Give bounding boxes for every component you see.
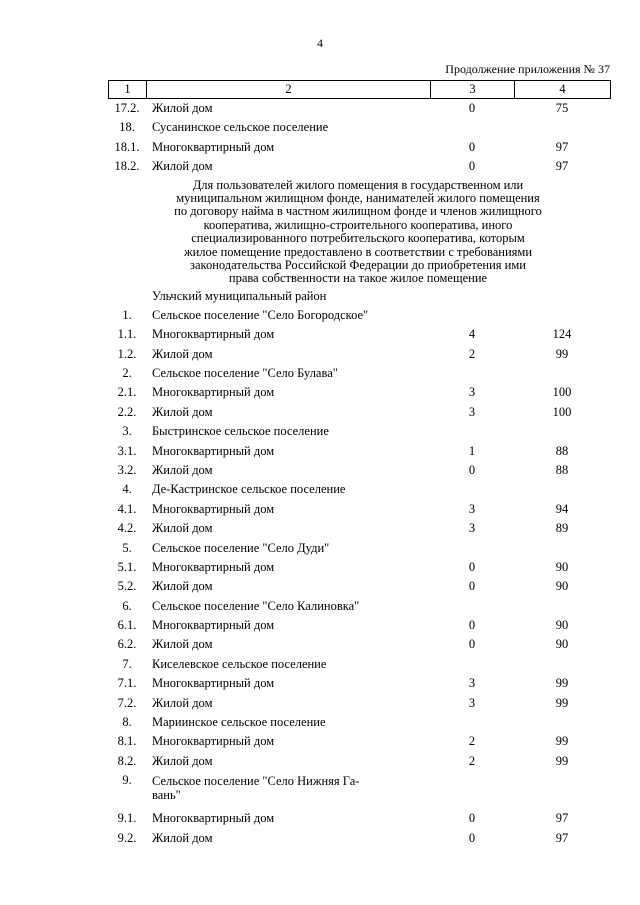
table-row (108, 558, 610, 577)
table-row (108, 519, 610, 538)
table-row (108, 809, 610, 828)
row-value-4: 124 (552, 327, 572, 342)
row-value-4: 94 (555, 501, 569, 516)
caption-line: права собственности на такое жилое помещение (228, 271, 488, 286)
table-row (108, 403, 610, 422)
table-row (108, 325, 610, 344)
row-number: 4.2. (117, 521, 137, 536)
section-caption (138, 179, 578, 286)
table-row (108, 99, 610, 118)
row-name: Жилой дом (152, 462, 213, 477)
row-value-3: 0 (468, 559, 476, 574)
row-name: Сельское поселение "Село Булава" (152, 365, 338, 380)
row-value-3: 3 (468, 695, 476, 710)
row-value-3: 0 (468, 637, 476, 652)
row-value-4: 97 (555, 139, 569, 154)
table-row (108, 442, 610, 461)
rows-top (108, 99, 610, 177)
row-name: Многоквартирный дом (152, 618, 275, 633)
table-row (108, 732, 610, 751)
row-name: Сельское поселение "Село Нижняя Га- вань" (152, 774, 360, 803)
row-name: Быстринское сельское поселение (152, 424, 329, 439)
row-name: Жилой дом (152, 830, 213, 845)
row-value-3: 0 (468, 830, 476, 845)
header-cell-1: 1 (109, 81, 147, 99)
caption-line: кооператива, жилищно-строительного кооператива, иного (203, 217, 513, 232)
row-value-3: 3 (468, 501, 476, 516)
table-row (108, 138, 610, 157)
row-value-4: 100 (552, 385, 572, 400)
row-number: 3.1. (117, 443, 137, 458)
row-name: Жилой дом (152, 346, 213, 361)
row-number: 8.2. (117, 753, 137, 768)
row-value-4: 99 (555, 753, 569, 768)
table-row (108, 771, 610, 809)
row-value-3: 3 (468, 676, 476, 691)
row-number: 2. (122, 365, 132, 380)
table-row (108, 616, 610, 635)
row-name: Мариинское сельское поселение (152, 715, 326, 730)
row-value-4: 99 (555, 734, 569, 749)
row-number: 7.2. (117, 695, 137, 710)
row-name: Многоквартирный дом (152, 676, 275, 691)
row-value-4: 75 (555, 101, 569, 115)
row-value-4: 90 (555, 579, 569, 594)
row-number: 7.1. (117, 676, 137, 691)
row-name: Жилой дом (152, 404, 213, 419)
table-row (108, 383, 610, 402)
row-name: Многоквартирный дом (152, 501, 275, 516)
caption-line: муниципальном жилищном фонде, нанимателей жилого помещения (176, 190, 540, 205)
row-value-3: 0 (468, 159, 476, 174)
row-value-3: 0 (468, 579, 476, 594)
table-row (108, 674, 610, 693)
row-number: 9.1. (117, 811, 137, 826)
table-row (108, 752, 610, 771)
row-value-4: 88 (555, 462, 569, 477)
row-value-3: 0 (468, 811, 476, 826)
caption-line: Для пользователей жилого помещения в государственном или (192, 177, 524, 192)
table-row (108, 480, 610, 499)
row-value-4: 90 (555, 618, 569, 633)
row-value-3: 0 (468, 101, 476, 115)
table-row (108, 829, 610, 848)
row-name: Жилой дом (152, 637, 213, 652)
row-value-3: 2 (468, 753, 476, 768)
row-name: Сельское поселение "Село Калиновка" (152, 598, 360, 613)
table-row (108, 713, 610, 732)
caption-line: специализированного потребительского кооператива, которым (191, 231, 525, 246)
row-value-3: 0 (468, 462, 476, 477)
row-number: 1.1. (117, 327, 137, 342)
table-row (108, 461, 610, 480)
row-number: 7. (122, 656, 132, 671)
row-name: Жилой дом (152, 695, 213, 710)
header-cell-3: 3 (431, 81, 515, 99)
row-number: 3. (122, 424, 132, 439)
row-number: 4.1. (117, 501, 137, 516)
table-row (108, 500, 610, 519)
continuation-label: Продолжение приложения № 37 (445, 62, 610, 76)
row-name: Многоквартирный дом (152, 811, 275, 826)
row-number: 9. (122, 773, 132, 788)
row-name: Многоквартирный дом (152, 734, 275, 749)
row-number: 2.2. (117, 404, 137, 419)
row-value-3: 3 (468, 521, 476, 536)
row-number: 5. (122, 540, 132, 555)
table-row (108, 364, 610, 383)
header-cell-4: 4 (515, 81, 611, 99)
row-name: Жилой дом (152, 579, 213, 594)
row-number: 8. (122, 715, 132, 730)
row-number: 4. (122, 482, 132, 497)
row-number: 9.2. (117, 830, 137, 845)
row-value-3: 1 (468, 443, 476, 458)
row-name: Многоквартирный дом (152, 443, 275, 458)
table-row (108, 422, 610, 441)
row-name: Многоквартирный дом (152, 327, 275, 342)
row-value-4: 90 (555, 637, 569, 652)
row-number: 1. (122, 307, 132, 322)
row-value-4: 99 (555, 346, 569, 361)
table-row (108, 597, 610, 616)
row-number: 18.2. (114, 159, 140, 174)
table-row (108, 306, 610, 325)
table-row (108, 118, 610, 137)
row-value-4: 99 (555, 695, 569, 710)
table-header (108, 80, 611, 99)
row-value-4: 97 (555, 830, 569, 845)
row-name: Жилой дом (152, 159, 213, 174)
caption-line: законодательства Российской Федерации до приобретения ими (190, 258, 526, 272)
caption-line: жилое помещение предоставлено в соответствии с требованиями (183, 244, 533, 259)
row-name: Киселевское сельское поселение (152, 656, 327, 671)
row-name: Многоквартирный дом (152, 139, 275, 154)
row-name: Жилой дом (152, 101, 213, 115)
row-name: Многоквартирный дом (152, 385, 275, 400)
row-number: 3.2. (117, 462, 137, 477)
row-name: Сусанинское сельское поселение (152, 120, 329, 135)
row-name: Многоквартирный дом (152, 559, 275, 574)
row-value-3: 2 (468, 346, 476, 361)
row-value-4: 89 (555, 521, 569, 536)
row-value-3: 3 (468, 385, 476, 400)
table-body (108, 99, 610, 848)
table-row (108, 655, 610, 674)
row-number: 17.2. (114, 101, 140, 115)
row-value-4: 99 (555, 676, 569, 691)
row-number: 6.1. (117, 618, 137, 633)
row-number: 6.2. (117, 637, 137, 652)
page-number: 4 (317, 36, 323, 50)
row-name: Де-Кастринское сельское поселение (152, 482, 346, 497)
table-row (108, 635, 610, 654)
row-number: 5.1. (117, 559, 137, 574)
row-value-3: 3 (468, 404, 476, 419)
table-row (108, 157, 610, 176)
table-row (108, 539, 610, 558)
district-title: Ульчский муниципальный район (152, 288, 327, 303)
row-number: 6. (122, 598, 132, 613)
row-name: Жилой дом (152, 521, 213, 536)
row-value-4: 97 (555, 811, 569, 826)
row-name: Сельское поселение "Село Дуди" (152, 540, 330, 555)
header-row (109, 81, 611, 99)
table-row (108, 345, 610, 364)
row-value-4: 88 (555, 443, 569, 458)
row-number: 8.1. (117, 734, 137, 749)
row-name: Жилой дом (152, 753, 213, 768)
row-value-3: 0 (468, 139, 476, 154)
row-number: 18. (119, 120, 135, 135)
row-value-3: 0 (468, 618, 476, 633)
rows-bottom (108, 306, 610, 848)
row-number: 1.2. (117, 346, 137, 361)
row-value-3: 2 (468, 734, 476, 749)
row-number: 5.2. (117, 579, 137, 594)
header-cell-2: 2 (147, 81, 431, 99)
row-name: Сельское поселение "Село Богородское" (152, 307, 369, 322)
row-value-4: 97 (555, 159, 569, 174)
row-number: 18.1. (114, 139, 140, 154)
row-value-4: 90 (555, 559, 569, 574)
table-row (108, 694, 610, 713)
row-value-4: 100 (552, 404, 572, 419)
row-number: 2.1. (117, 385, 137, 400)
table-row (108, 577, 610, 596)
caption-line: по договору найма в частном жилищном фонде и членов жилищного (174, 204, 542, 219)
row-value-3: 4 (468, 327, 476, 342)
